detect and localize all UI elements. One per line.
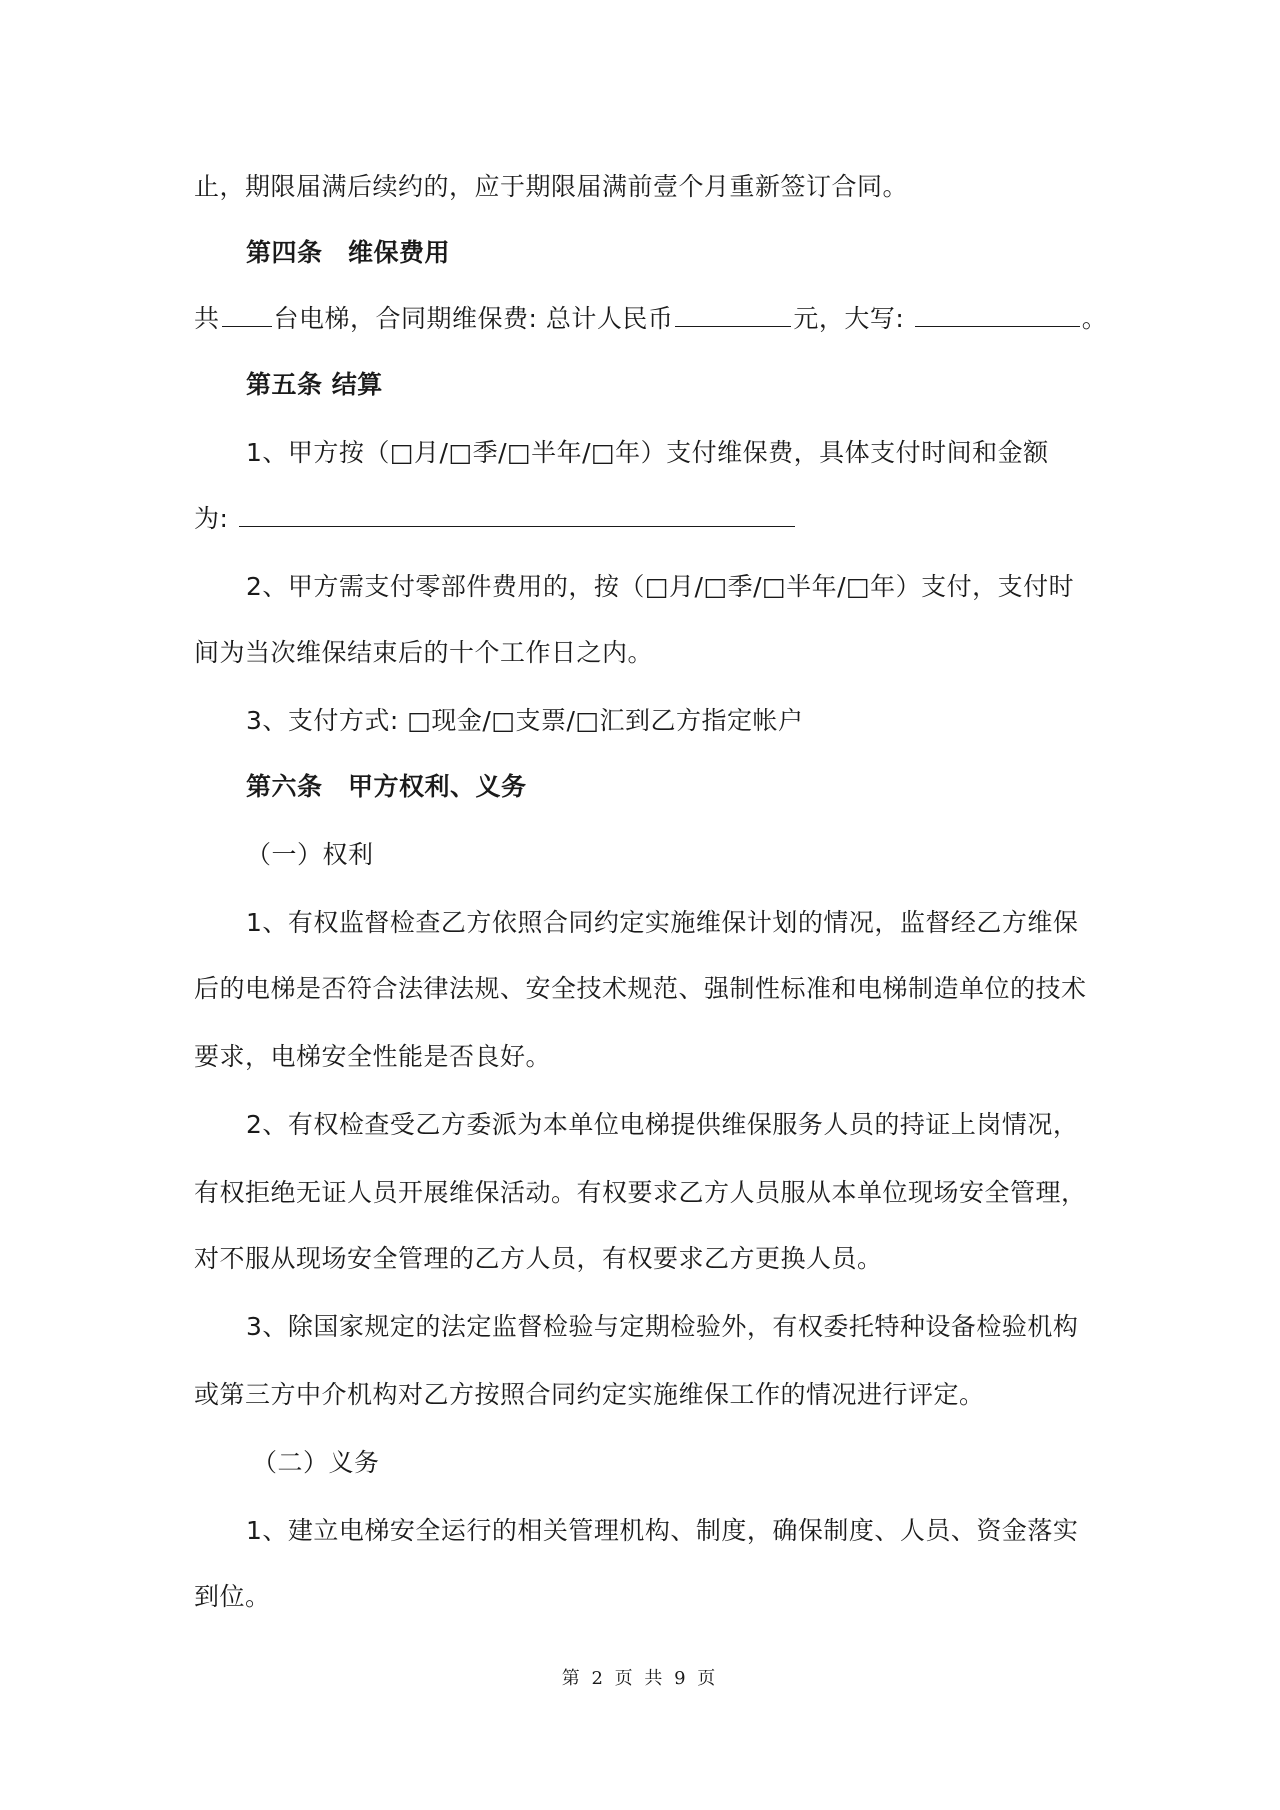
right-3-line-1: 3、除国家规定的法定监督检验与定期检验外，有权委托特种设备检验机构 bbox=[246, 1312, 1079, 1341]
settlement-2-line-2: 间为当次维保结束后的十个工作日之内。 bbox=[194, 638, 654, 667]
settlement-1-line-1: 1、甲方按（□月/□季/□半年/□年）支付维保费，具体支付时间和金额 bbox=[246, 438, 1049, 467]
settlement-1-label: 为: bbox=[194, 504, 229, 533]
fee-amount-blank bbox=[675, 302, 791, 327]
right-1-line-3: 要求，电梯安全性能是否良好。 bbox=[194, 1042, 552, 1071]
article-6-title: 第六条 甲方权利、义务 bbox=[246, 772, 527, 801]
right-3-line-2: 或第三方中介机构对乙方按照合同约定实施维保工作的情况进行评定。 bbox=[194, 1380, 985, 1409]
settlement-1-line-2 bbox=[194, 502, 1104, 536]
paragraph-maintenance-fee bbox=[194, 302, 1108, 336]
fee-text-b: 台电梯，合同期维保费: 总计人民币 bbox=[273, 304, 674, 333]
right-1-line-1: 1、有权监督检查乙方依照合同约定实施维保计划的情况，监督经乙方维保 bbox=[246, 908, 1079, 937]
duty-1-line-2: 到位。 bbox=[194, 1582, 271, 1611]
fee-text-a: 共 bbox=[194, 304, 220, 333]
fee-text-d: 。 bbox=[1081, 304, 1108, 333]
fee-text-c: 元，大写: bbox=[793, 304, 905, 333]
duties-heading: （二）义务 bbox=[252, 1448, 380, 1477]
fee-amount-words-blank bbox=[915, 302, 1080, 327]
right-2-line-2: 有权拒绝无证人员开展维保活动。有权要求乙方人员服从本单位现场安全管理， bbox=[194, 1178, 1087, 1207]
elevator-count-blank bbox=[222, 302, 272, 327]
paragraph-term-continued: 止，期限届满后续约的，应于期限届满前壹个月重新签订合同。 bbox=[194, 172, 909, 201]
page-number-footer: 第 2 页 共 9 页 bbox=[561, 1668, 719, 1689]
article-5-title: 第五条 结算 bbox=[246, 370, 383, 399]
payment-schedule-blank bbox=[239, 502, 795, 527]
article-4-title: 第四条 维保费用 bbox=[246, 238, 451, 267]
right-2-line-3: 对不服从现场安全管理的乙方人员，有权要求乙方更换人员。 bbox=[194, 1244, 883, 1273]
right-2-line-1: 2、有权检查受乙方委派为本单位电梯提供维保服务人员的持证上岗情况， bbox=[246, 1110, 1079, 1139]
settlement-3: 3、支付方式: □现金/□支票/□汇到乙方指定帐户 bbox=[246, 706, 804, 735]
rights-heading: （一）权利 bbox=[246, 840, 374, 869]
settlement-2-line-1: 2、甲方需支付零部件费用的，按（□月/□季/□半年/□年）支付，支付时 bbox=[246, 572, 1075, 601]
duty-1-line-1: 1、建立电梯安全运行的相关管理机构、制度，确保制度、人员、资金落实 bbox=[246, 1516, 1079, 1545]
right-1-line-2: 后的电梯是否符合法律法规、安全技术规范、强制性标准和电梯制造单位的技术 bbox=[194, 974, 1087, 1003]
